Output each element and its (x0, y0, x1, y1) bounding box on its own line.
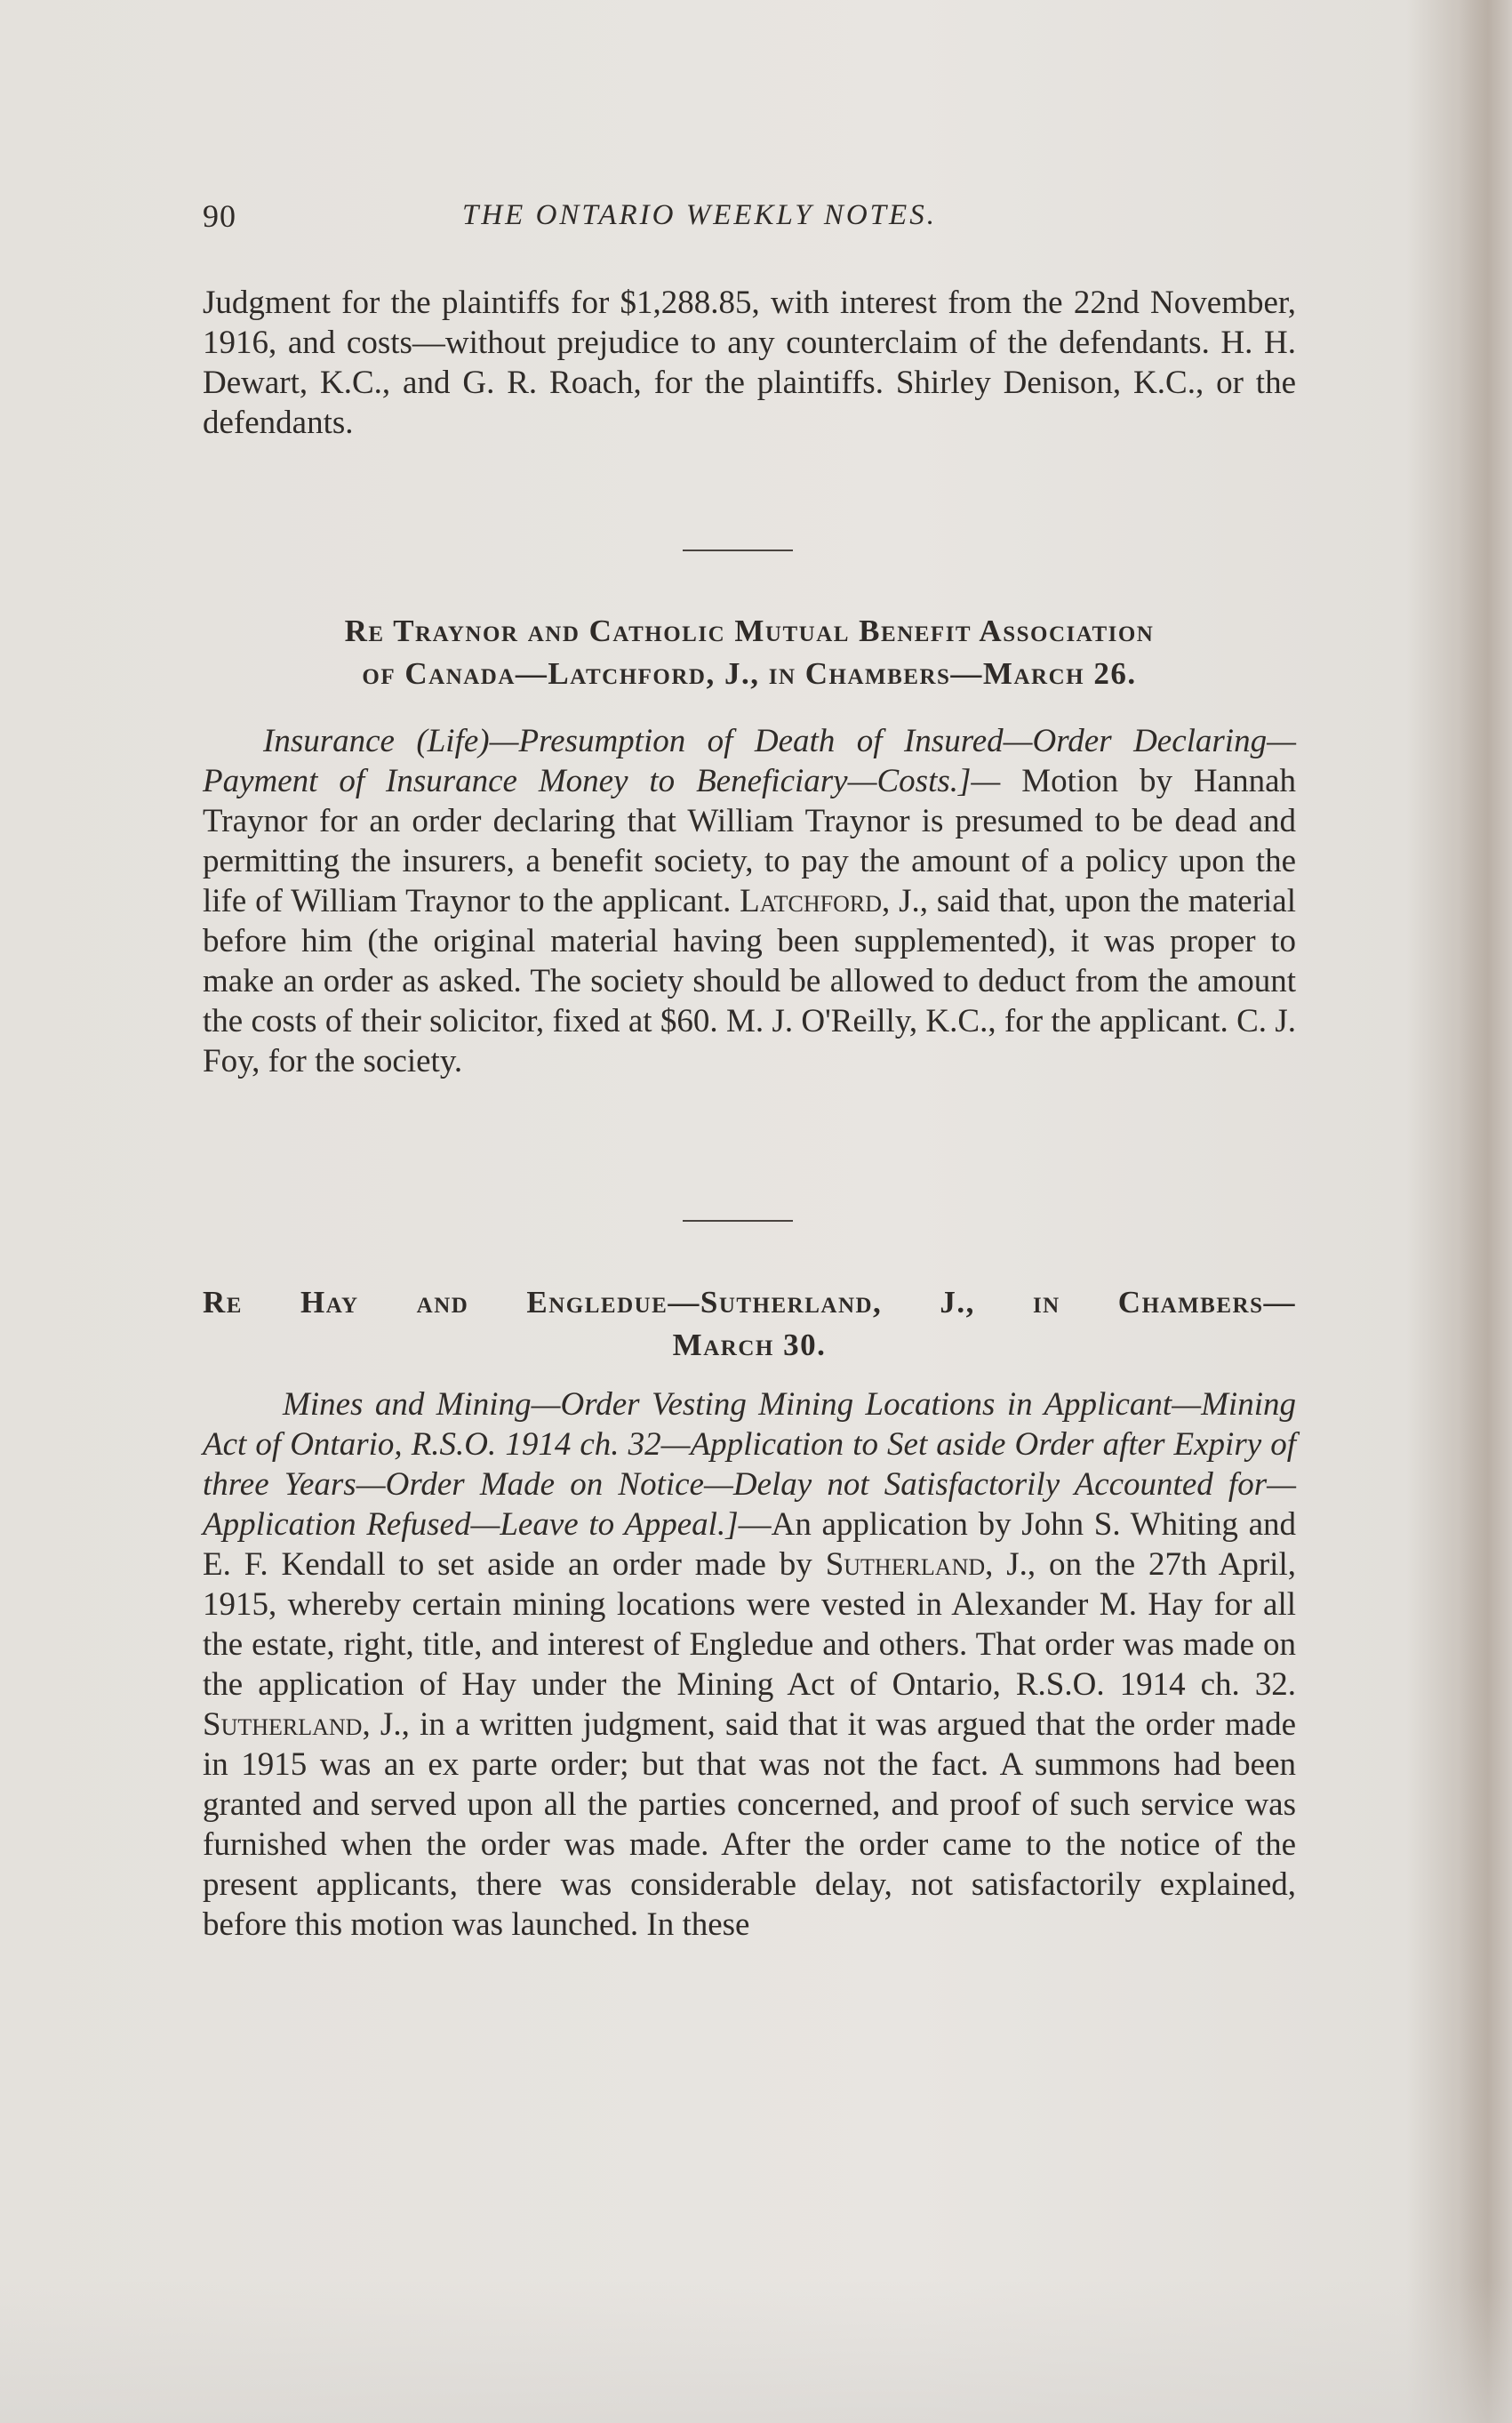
judge-name: Sutherland, J. (203, 1706, 402, 1743)
case-body-hay (203, 1384, 1296, 1945)
case-heading-hay (203, 1281, 1296, 1367)
page-number: 90 (203, 198, 236, 234)
case-heading-line: of Canada—Latchford, J., in Chambers—March 26. (362, 656, 1137, 691)
body-text: , said that, upon the material before him (the original material having been supplemented), it was proper to make an order as asked. The society should be allowed to deduct from the amount the costs of their solicitor, fixed at $60. M. J. O'Reilly, K.C., for the applicant. C. J. Foy, for the society. (203, 883, 1296, 1079)
section-divider (683, 1220, 793, 1222)
running-head (203, 197, 1296, 242)
section-divider (683, 550, 793, 551)
headnote: Insurance (Life)—Presumption of Death of Insured—Order Declaring—Payment of Insurance Money to Beneficiary—Costs.]— (203, 723, 1296, 799)
judge-name: Sutherland, J. (825, 1546, 1028, 1583)
case-body-traynor (203, 721, 1296, 1081)
case-heading-line: Re Traynor and Catholic Mutual Benefit Association (344, 614, 1155, 648)
case-heading-traynor (203, 610, 1296, 695)
case-heading-line: March 30. (672, 1328, 827, 1362)
body-text: , in a written judgment, said that it was argued that the order made in 1915 was an ex parte order; but that was not the fact. A summons had been granted and served upon all the parties concerned, and proof of such service was furnished when the order was made. After the order came to the notice of the present applicants, there was considerable delay, not satisfactorily explained, before this motion was launched. In these (203, 1706, 1296, 1943)
judge-name: Latchford, J. (740, 883, 920, 919)
body-text: —An application by John S. Whiting and E. F. Kendall to set aside an order made by (203, 1506, 1296, 1583)
page-bottom-shade (0, 2281, 1512, 2423)
headnote: Mines and Mining—Order Vesting Mining Locations in Applicant—Mining Act of Ontario, R.S.O. 1914 ch. 32—Application to Set aside Order after Expiry of three Years—Order Made on Notice—Delay not Satisfactorily Accounted for—Application Refused—Leave to Appeal.] (203, 1386, 1296, 1543)
body-text: Motion by Hannah Traynor for an order declaring that William Traynor is presumed to be dead and permitting the insurers, a benefit society, to pay the amount of a policy upon the life of William Traynor to the applicant. (203, 763, 1296, 919)
journal-title: THE ONTARIO WEEKLY NOTES. (462, 199, 937, 231)
body-text: , on the 27th April, 1915, whereby certain mining locations were vested in Alexander M. Hay for all the estate, right, title, and interest of Engledue and others. That order was made on the application of Hay under the Mining Act of Ontario, R.S.O. 1914 ch. 32. (203, 1546, 1296, 1703)
case-heading-line: Re Hay and Engledue—Sutherland, J., in Chambers— (203, 1285, 1296, 1320)
continuation-paragraph: Judgment for the plaintiffs for $1,288.85, with interest from the 22nd November, 1916, and costs—without prejudice to any counterclaim of the defendants. H. H. Dewart, K.C., and G. R. Roach, for the plaintiffs. Shirley Denison, K.C., or the defendants. (203, 285, 1296, 441)
page-edge-shadow (1459, 0, 1512, 2423)
